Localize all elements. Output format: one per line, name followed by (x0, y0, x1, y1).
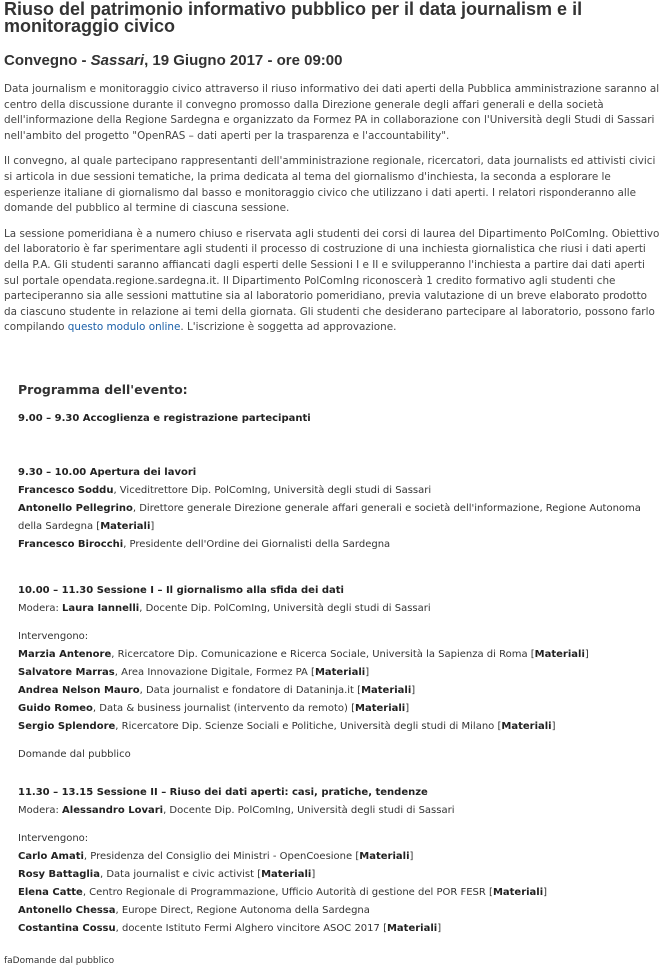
speaker-role: , Europe Direct, Regione Autonoma della Sardegna (115, 905, 370, 916)
speaker-role: , Viceditrettore Dip. PolComIng, Università degli studi di Sassari (113, 485, 432, 496)
speaker-role: , Area Innovazione Digitale, Formez PA (114, 667, 312, 678)
session1-speaker: Sergio Splendore, Ricercatore Dip. Scienze Sociali e Politiche, Università degli studi di Milano [Materiali] (18, 721, 556, 732)
opening-title: 9.30 – 10.00 Apertura dei lavori (18, 467, 197, 478)
session2-title-line (18, 784, 658, 802)
materials-label: Materiali (359, 851, 410, 862)
moderator-role: , Docente Dip. PolComIng, Università degli studi di Sassari (163, 805, 455, 816)
materials-label: Materiali (355, 703, 406, 714)
intro-paragraph-2: Il convegno, al quale partecipano rappresentanti dell'amministrazione regionale, ricercatori, data journalists ed attivisti civici si articola in due sessioni tematiche, la prima dedicata al tema del giornalismo d'inchiesta, la seconda a esplorare le esperienze italiane di giornalismo dal basso e monitoraggio civico che utilizzano i dati aperti. I relatori risponderanno alle domande del pubblico al termine di ciascuna sessione. (4, 155, 656, 215)
event-program (18, 382, 658, 938)
session1-title-line (18, 582, 658, 600)
materials-label: Materiali (361, 685, 412, 696)
spacer (18, 446, 658, 464)
session1-speaker: Guido Romeo, Data & business journalist (intervento da remoto) [Materiali] (18, 703, 410, 714)
speaker-name: Antonello Chessa (18, 905, 116, 916)
session2-speakers-label: Intervengono: (18, 833, 89, 844)
speaker-role: , docente Istituto Fermi Alghero vincitore ASOC 2017 (115, 923, 384, 934)
session2-speaker: Costantina Cossu, docente Istituto Fermi Alghero vincitore ASOC 2017 [Materiali] (18, 923, 442, 934)
moderator-label: Modera: (18, 603, 63, 614)
speaker-name: Antonello Pellegrino (18, 503, 133, 514)
speaker-name: Andrea Nelson Mauro (18, 685, 140, 696)
spacer (18, 820, 658, 830)
event-subtitle (4, 52, 342, 70)
page-title: Riuso del patrimonio informativo pubblico per il data journalism e il monitoraggio civico (4, 0, 583, 36)
spacer (18, 736, 658, 746)
session1-speaker: Marzia Antenore, Ricercatore Dip. Comunicazione e Ricerca Sociale, Università la Sapienza di Roma [Materiali] (18, 649, 589, 660)
materials-link[interactable] (535, 649, 585, 660)
speaker-name: Salvatore Marras (18, 667, 115, 678)
speaker-role: , Ricercatore Dip. Comunicazione e Ricerca Sociale, Università la Sapienza di Roma (111, 649, 531, 660)
intro-paragraph-1: Data journalism e monitoraggio civico attraverso il riuso informativo dei dati aperti della Pubblica amministrazione saranno al centro della discussione durante il convegno promosso dalla Direzione generale degli affari generali e della società dell'informazione della Regione Sardegna e organizzato da Formez PA in collaborazione con l'Università degli Studi di Sassari nell'ambito del progetto "OpenRAS – dati aperti per la trasparenza e l'accountability". (4, 83, 660, 142)
session2-speaker: Elena Catte, Centro Regionale di Programmazione, Ufficio Autorità di gestione del POR FESR [Materiali] (18, 887, 548, 898)
opening-speaker (18, 482, 658, 500)
speaker-role: , Presidente dell'Ordine dei Giornalisti della Sardegna (123, 539, 391, 550)
welcome-title: 9.00 – 9.30 Accoglienza e registrazione partecipanti (18, 413, 311, 424)
materials-link[interactable] (387, 923, 437, 934)
speaker-role: , Centro Regionale di Programmazione, Ufficio Autorità di gestione del POR FESR (82, 887, 490, 898)
spacer (18, 618, 658, 628)
online-form-link[interactable]: questo modulo online (67, 321, 181, 334)
materials-link[interactable] (493, 887, 543, 898)
footer-text: faDomande dal pubblico (4, 956, 115, 966)
session1-speaker: Salvatore Marras, Area Innovazione Digitale, Formez PA [Materiali] (18, 667, 370, 678)
materials-label: Materiali (501, 721, 552, 732)
subtitle-city: Sassari (90, 52, 145, 69)
materials-label: Materiali (534, 649, 585, 660)
speaker-name: Marzia Antenore (18, 649, 112, 660)
materials-link[interactable] (100, 521, 150, 532)
opening-speaker: Antonello Pellegrino, Direttore generale Direzione generale affari generali e società dell'informazione, Regione Autonoma della Sardegna [Materiali] (18, 503, 641, 532)
intro-paragraph-3-text: La sessione pomeridiana è a numero chiuso e riservata agli studenti dei corsi di laurea del Dipartimento PolComIng. Obiettivo del laboratorio è far sperimentare agli studenti il processo di costruzione di una inchiesta giornalistica che riusi i dati aperti della P.A. Gli studenti saranno affiancati dagli esperti delle Sessioni I e II e svilupperanno l'inchiesta a partire dai dati aperti sul portale opendata.regione.sardegna.it. Il Dipartimento PolComIng riconoscerà 1 credito formativo agli studenti che parteciperanno sia alle sessioni mattutine sia al laboratorio pomeridiano, previa valutazione di un breve elaborato prodotto da ciascuno studente in relazione ai temi della giornata. Gli studenti che desiderano partecipare al laboratorio, possono farlo compilando (4, 227, 660, 334)
session2-speaker: Carlo Amati, Presidenza del Consiglio dei Ministri - OpenCoesione [Materiali] (18, 851, 414, 862)
materials-label: Materiali (492, 887, 544, 898)
speaker-name: Sergio Splendore (18, 721, 116, 732)
spacer (18, 428, 658, 446)
session1-title: 10.00 – 11.30 Sessione I – Il giornalismo alla sfida dei dati (18, 585, 344, 596)
subtitle-date-time: , 19 Giugno 2017 - ore 09:00 (144, 52, 343, 69)
footer-overlap-text (0, 954, 668, 968)
intro-text (4, 82, 662, 346)
program-heading: Programma dell'evento: (18, 382, 188, 397)
spacer (18, 764, 658, 774)
speaker-name: Costantina Cossu (18, 923, 116, 934)
welcome-slot (18, 410, 658, 428)
session1-qa: Domande dal pubblico (18, 749, 131, 760)
materials-label: Materiali (314, 667, 366, 678)
spacer (18, 572, 658, 582)
speaker-role: , Ricercatore Dip. Scienze Sociali e Politiche, Università degli studi di Milano (115, 721, 498, 732)
speaker-role: , Presidenza del Consiglio dei Ministri - OpenCoesione (83, 851, 356, 862)
subtitle-prefix: Convegno - (4, 52, 91, 69)
materials-link[interactable] (501, 721, 551, 732)
materials-link[interactable] (261, 869, 311, 880)
speaker-name: Guido Romeo (18, 703, 93, 714)
speaker-name: Elena Catte (18, 887, 83, 898)
speaker-name: Rosy Battaglia (18, 869, 100, 880)
opening-title-line (18, 464, 658, 482)
session2-title: 11.30 – 13.15 Sessione II – Riuso dei dati aperti: casi, pratiche, tendenze (18, 787, 428, 798)
speaker-name: Francesco Birocchi (18, 539, 124, 550)
speaker-name: Francesco Soddu (18, 485, 114, 496)
intro-paragraph-3-end: . L'iscrizione è soggetta ad approvazione. (180, 321, 397, 334)
speaker-name: Carlo Amati (18, 851, 84, 862)
materials-label: Materiali (386, 923, 438, 934)
session2-speaker (18, 902, 658, 920)
moderator-name: Laura Iannelli (62, 603, 140, 614)
materials-label: Materiali (261, 869, 312, 880)
materials-link[interactable] (361, 685, 411, 696)
moderator-name: Alessandro Lovari (62, 805, 164, 816)
session1-speakers-label: Intervengono: (18, 631, 89, 642)
materials-link[interactable] (355, 703, 405, 714)
spacer (18, 554, 658, 572)
materials-label: Materiali (100, 521, 151, 532)
speaker-role: , Data journalist e civic activist (99, 869, 258, 880)
session2-speaker: Rosy Battaglia, Data journalist e civic activist [Materiali] (18, 869, 316, 880)
opening-speaker (18, 536, 658, 554)
speaker-role: , Data journalist e fondatore di Dataninja.it (139, 685, 358, 696)
intro-paragraph-3 (4, 227, 662, 336)
session2-moderator (18, 802, 658, 820)
moderator-label: Modera: (18, 805, 63, 816)
materials-link[interactable] (359, 851, 409, 862)
session1-moderator (18, 600, 658, 618)
materials-link[interactable] (315, 667, 365, 678)
spacer (18, 774, 658, 784)
speaker-role: , Direttore generale Direzione generale affari generali e società dell'informazione, Regione Autonoma della Sardegna (18, 503, 641, 532)
moderator-role: , Docente Dip. PolComIng, Università degli studi di Sassari (139, 603, 431, 614)
speaker-role: , Data & business journalist (intervento da remoto) (92, 703, 352, 714)
session1-speaker: Andrea Nelson Mauro, Data journalist e fondatore di Dataninja.it [Materiali] (18, 685, 416, 696)
